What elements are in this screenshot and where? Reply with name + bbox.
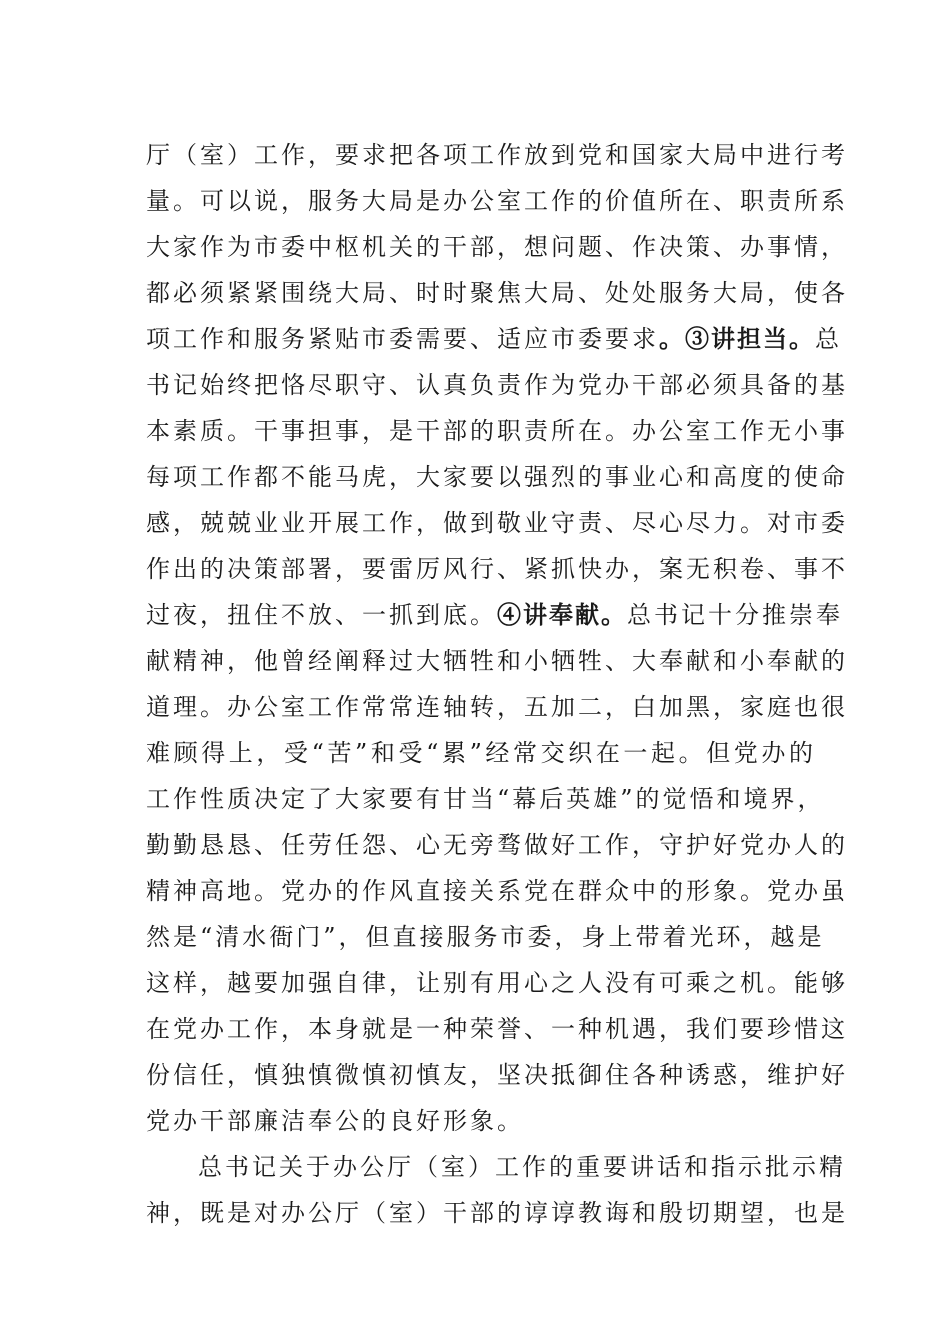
text-line: 书记始终把恪尽职守、认真负责作为党办干部必须具备的基 — [146, 371, 848, 399]
text-segment: 项工作和服务紧贴市委需要、适应市委要求 — [146, 325, 659, 353]
text-line: 量。可以说，服务大局是办公室工作的价值所在、职责所系 — [146, 187, 848, 215]
text-line: 精神高地。党办的作风直接关系党在群众中的形象。党办虽 — [146, 877, 848, 905]
text-line: 大家作为市委中枢机关的干部，想问题、作决策、办事情， — [146, 233, 848, 261]
text-line: 献精神，他曾经阐释过大牺牲和小牺牲、大奉献和小奉献的 — [146, 647, 848, 675]
text-line: 然是“清水衙门”，但直接服务市委，身上带着光环，越是 — [146, 923, 825, 951]
text-line: 道理。办公室工作常常连轴转，五加二，白加黑，家庭也很 — [146, 693, 848, 721]
paragraph-start-line: 总书记关于办公厅（室）工作的重要讲话和指示批示精 — [198, 1153, 846, 1181]
text-segment: 过夜，扭住不放、一抓到底。 — [146, 601, 497, 629]
text-line: 厅（室）工作，要求把各项工作放到党和国家大局中进行考 — [146, 141, 848, 169]
text-line: 作出的决策部署，要雷厉风行、紧抓快办，案无积卷、事不 — [146, 555, 848, 583]
paragraph-end-line: 党办干部廉洁奉公的良好形象。 — [146, 1107, 524, 1135]
text-line: 这样，越要加强自律，让别有用心之人没有可乘之机。能够 — [146, 969, 848, 997]
text-line: 勤勤恳恳、任劳任怨、心无旁骛做好工作，守护好党办人的 — [146, 831, 848, 859]
inline-heading-jiang-fengxian: ④讲奉献。 — [497, 600, 627, 629]
body-text — [146, 132, 848, 1236]
text-line: 难顾得上，受“苦”和受“累”经常交织在一起。但党办的 — [146, 739, 816, 767]
text-line-with-heading — [146, 592, 843, 638]
text-line-with-heading — [146, 316, 842, 362]
text-line: 在党办工作，本身就是一种荣誉、一种机遇，我们要珍惜这 — [146, 1015, 848, 1043]
text-segment: 总 — [815, 325, 842, 353]
text-line: 都必须紧紧围绕大局、时时聚焦大局、处处服务大局，使各 — [146, 279, 848, 307]
text-line: 神，既是对办公厅（室）干部的谆谆教诲和殷切期望，也是 — [146, 1199, 848, 1227]
text-line: 本素质。干事担事，是干部的职责所在。办公室工作无小事 — [146, 417, 848, 445]
text-line: 每项工作都不能马虎，大家要以强烈的事业心和高度的使命 — [146, 463, 848, 491]
text-line: 感，兢兢业业开展工作，做到敬业守责、尽心尽力。对市委 — [146, 509, 848, 537]
text-line: 份信任，慎独慎微慎初慎友，坚决抵御住各种诱惑，维护好 — [146, 1061, 848, 1089]
text-segment: 总书记十分推崇奉 — [627, 601, 843, 629]
text-line: 工作性质决定了大家要有甘当“幕后英雄”的觉悟和境界， — [146, 785, 825, 813]
inline-heading-jiang-dandang: 。③讲担当。 — [659, 324, 815, 353]
